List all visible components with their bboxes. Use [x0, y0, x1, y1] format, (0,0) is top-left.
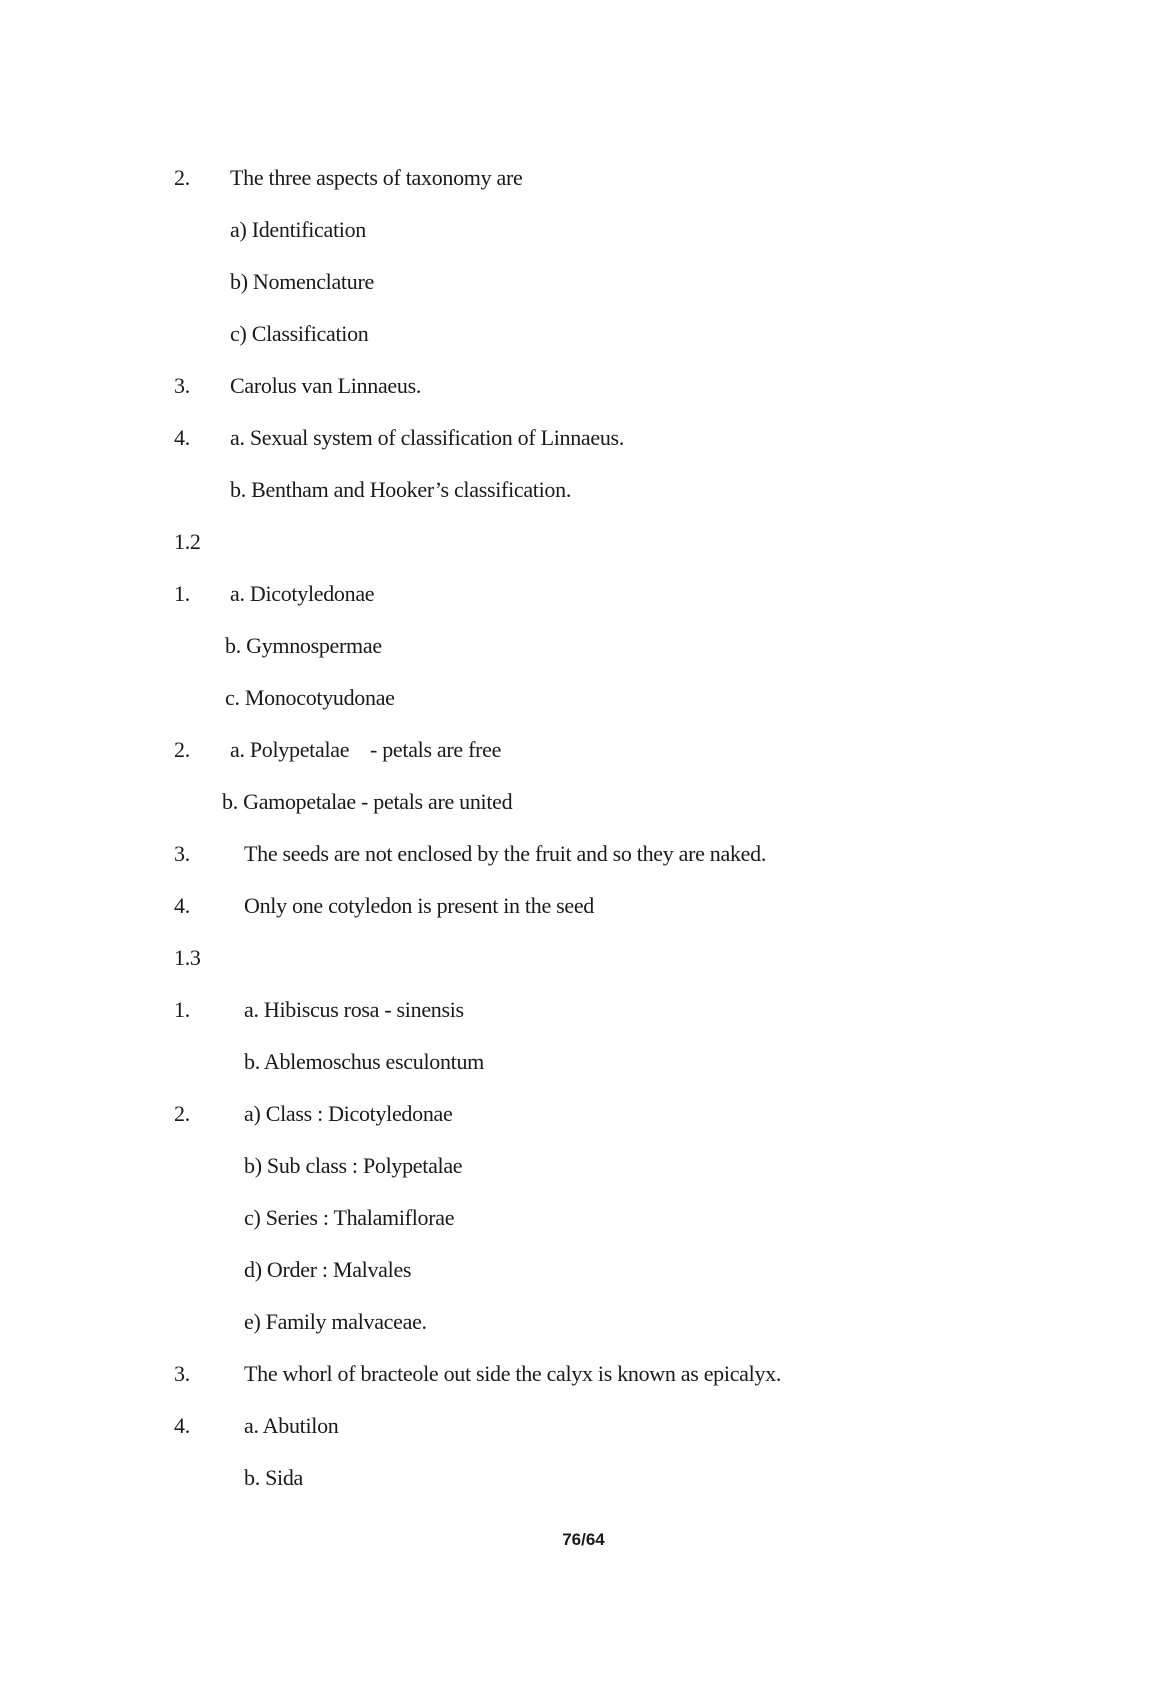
item-number: 3. — [174, 373, 190, 398]
item-number: 2. — [174, 1101, 190, 1126]
item-text: c) Series : Thalamiflorae — [244, 1205, 455, 1230]
item-text: The seeds are not enclosed by the fruit and so they are naked. — [244, 841, 767, 866]
item-text: d) Order : Malvales — [244, 1257, 412, 1282]
item-text: b. Gamopetalae - petals are united — [222, 789, 513, 814]
item-text: Only one cotyledon is present in the seed — [244, 893, 595, 918]
item-number: 1. — [174, 997, 190, 1022]
item-text: a. Polypetalae - petals are free — [230, 737, 502, 762]
item-text: b. Bentham and Hooker’s classification. — [230, 477, 572, 502]
item-text: b. Sida — [244, 1465, 304, 1490]
item-text: b. Gymnospermae — [225, 633, 382, 658]
item-text: c) Classification — [230, 321, 369, 346]
item-number: 4. — [174, 1413, 190, 1438]
item-text: The whorl of bracteole out side the calyx is known as epicalyx. — [244, 1361, 782, 1386]
item-text: b) Sub class : Polypetalae — [244, 1153, 463, 1178]
item-number: 2. — [174, 165, 190, 190]
item-text: a. Hibiscus rosa - sinensis — [244, 997, 464, 1022]
item-number: 3. — [174, 841, 190, 866]
section-heading: 1.2 — [174, 529, 201, 554]
page-number: 76/64 — [562, 1530, 605, 1549]
item-text: a) Identification — [230, 217, 366, 242]
item-text: a) Class : Dicotyledonae — [244, 1101, 453, 1126]
item-text: a. Sexual system of classification of Linnaeus. — [230, 425, 625, 450]
item-number: 3. — [174, 1361, 190, 1386]
item-number: 4. — [174, 425, 190, 450]
item-text: c. Monocotyudonae — [225, 685, 395, 710]
item-text: a. Dicotyledonae — [230, 581, 375, 606]
item-text: b) Nomenclature — [230, 269, 374, 294]
section-heading: 1.3 — [174, 945, 201, 970]
item-number: 4. — [174, 893, 190, 918]
item-text: b. Ablemoschus esculontum — [244, 1049, 484, 1074]
item-number: 2. — [174, 737, 190, 762]
item-number: 1. — [174, 581, 190, 606]
item-text: e) Family malvaceae. — [244, 1309, 427, 1334]
item-text: a. Abutilon — [244, 1413, 339, 1438]
item-text: The three aspects of taxonomy are — [230, 165, 523, 190]
item-text: Carolus van Linnaeus. — [230, 373, 422, 398]
